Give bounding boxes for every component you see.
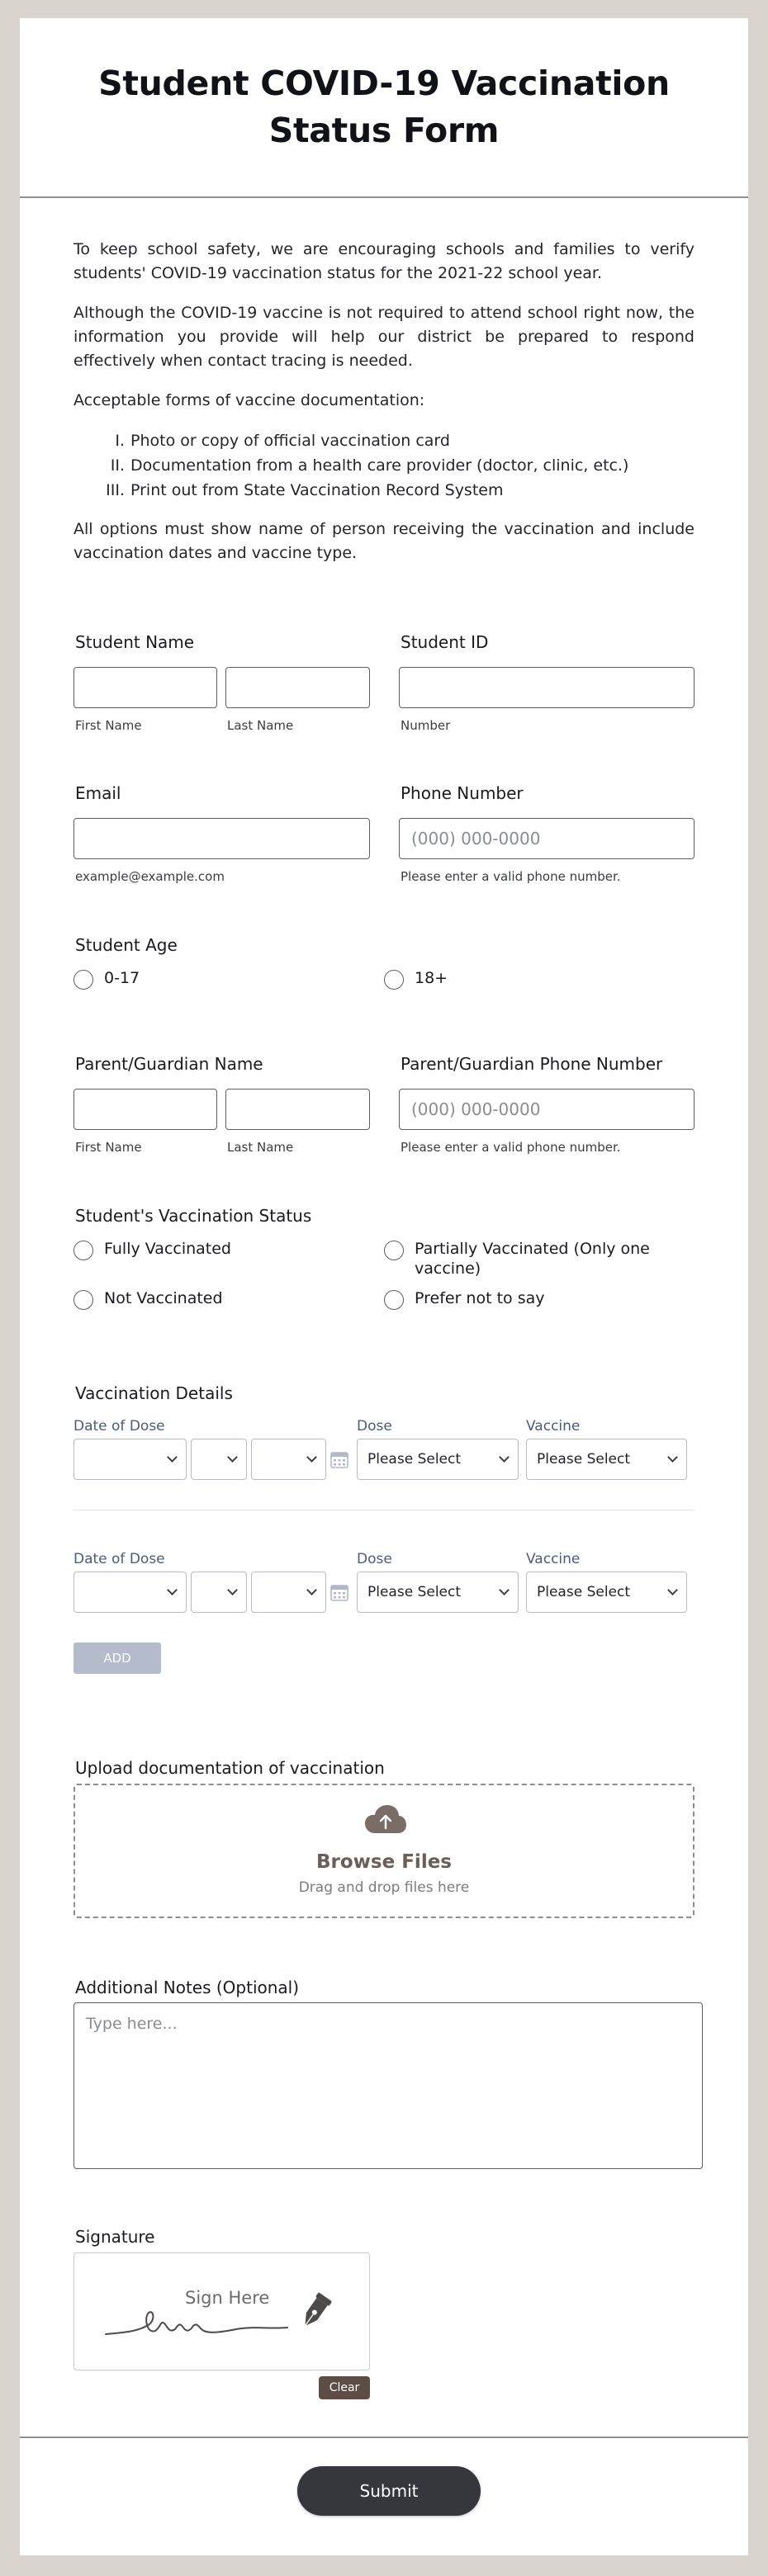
first-name-sublabel: First Name xyxy=(75,718,142,733)
date-month-select[interactable] xyxy=(73,1439,187,1480)
drag-drop-text: Drag and drop files here xyxy=(298,1879,470,1896)
email-sublabel: example@example.com xyxy=(75,869,225,884)
date-of-dose-label: Date of Dose xyxy=(73,1418,165,1435)
radio-button[interactable] xyxy=(384,1241,404,1260)
last-name-sublabel: Last Name xyxy=(227,1140,294,1155)
chevron-down-icon xyxy=(306,1585,317,1595)
chevron-down-icon xyxy=(667,1585,678,1595)
signature-label: Signature xyxy=(75,2227,155,2247)
dose-label: Dose xyxy=(357,1418,392,1435)
intro-paragraph: All options must show name of person receiving the vaccination and include vaccination dates and vaccine type. xyxy=(73,520,695,562)
phone-input[interactable]: (000) 000-0000 xyxy=(399,818,695,859)
phone-label: Phone Number xyxy=(401,783,524,803)
form-header xyxy=(20,18,748,198)
intro-text xyxy=(73,238,695,581)
list-item: II. Documentation from a health care provider (doctor, clinic, etc.) xyxy=(110,456,629,475)
radio-button[interactable] xyxy=(384,1290,404,1310)
status-option-not[interactable]: Not Vaccinated xyxy=(73,1288,223,1310)
calendar-icon[interactable] xyxy=(330,1450,348,1468)
clear-signature-button[interactable]: Clear xyxy=(319,2376,370,2399)
last-name-sublabel: Last Name xyxy=(227,718,294,733)
student-id-label: Student ID xyxy=(401,632,489,652)
guardian-last-name-input[interactable] xyxy=(225,1089,370,1130)
signature-scribble-icon xyxy=(104,2291,344,2342)
documentation-list xyxy=(73,428,695,503)
status-option-partially[interactable]: Partially Vaccinated (Only one vaccine) xyxy=(384,1239,657,1279)
student-name-label: Student Name xyxy=(75,632,195,652)
chevron-down-icon xyxy=(499,1585,510,1595)
student-id-sublabel: Number xyxy=(401,718,451,733)
signature-pad[interactable] xyxy=(73,2252,370,2370)
notes-label: Additional Notes (Optional) xyxy=(75,1978,300,1997)
vaccine-label: Vaccine xyxy=(526,1418,581,1435)
guardian-phone-input[interactable]: (000) 000-0000 xyxy=(399,1089,695,1130)
dose-select[interactable]: Please Select xyxy=(357,1572,519,1613)
chevron-down-icon xyxy=(227,1452,238,1463)
age-option-18-plus[interactable]: 18+ xyxy=(384,968,448,990)
file-upload-dropzone[interactable] xyxy=(73,1784,695,1918)
chevron-down-icon xyxy=(167,1585,178,1595)
first-name-sublabel: First Name xyxy=(75,1140,142,1155)
vaccine-select[interactable]: Please Select xyxy=(526,1439,687,1480)
guardian-name-label: Parent/Guardian Name xyxy=(75,1054,263,1074)
guardian-phone-label: Parent/Guardian Phone Number xyxy=(401,1054,663,1074)
notes-textarea[interactable]: Type here... xyxy=(73,2002,703,2169)
radio-button[interactable] xyxy=(384,970,404,990)
student-age-label: Student Age xyxy=(75,935,178,955)
radio-button[interactable] xyxy=(73,970,93,990)
vaccination-details-label: Vaccination Details xyxy=(75,1383,233,1403)
dose-select[interactable]: Please Select xyxy=(357,1439,519,1480)
date-year-select[interactable] xyxy=(251,1439,326,1480)
student-id-input[interactable] xyxy=(399,667,695,708)
chevron-down-icon xyxy=(499,1452,510,1463)
email-field[interactable] xyxy=(73,818,370,859)
chevron-down-icon xyxy=(167,1452,178,1463)
age-option-0-17[interactable]: 0-17 xyxy=(73,968,140,990)
cloud-upload-icon xyxy=(365,1805,406,1835)
vaccine-label: Vaccine xyxy=(526,1551,581,1567)
sign-here-text: Sign Here xyxy=(185,2288,270,2308)
email-label: Email xyxy=(75,783,121,803)
phone-sublabel: Please enter a valid phone number. xyxy=(401,869,621,884)
vaccination-status-label: Student's Vaccination Status xyxy=(75,1206,312,1226)
vaccine-select[interactable]: Please Select xyxy=(526,1572,687,1613)
radio-button[interactable] xyxy=(73,1241,93,1260)
intro-paragraph: To keep school safety, we are encouraging schools and families to verify students' COVID-19 vaccination status for the 2021-22 school year. xyxy=(73,240,695,282)
upload-label: Upload documentation of vaccination xyxy=(75,1758,385,1778)
status-option-prefer-not[interactable]: Prefer not to say xyxy=(384,1288,545,1310)
status-option-fully[interactable]: Fully Vaccinated xyxy=(73,1239,231,1260)
date-day-select[interactable] xyxy=(191,1572,247,1613)
guardian-phone-sublabel: Please enter a valid phone number. xyxy=(401,1140,621,1155)
list-item: III. Print out from State Vaccination Record System xyxy=(106,481,504,499)
date-month-select[interactable] xyxy=(73,1572,187,1613)
form-card xyxy=(20,18,748,2555)
browse-files-text[interactable]: Browse Files xyxy=(316,1851,452,1873)
student-first-name-input[interactable] xyxy=(73,667,217,708)
student-last-name-input[interactable] xyxy=(225,667,370,708)
chevron-down-icon xyxy=(306,1452,317,1463)
add-button[interactable]: ADD xyxy=(73,1642,161,1674)
date-day-select[interactable] xyxy=(191,1439,247,1480)
guardian-first-name-input[interactable] xyxy=(73,1089,217,1130)
footer-divider xyxy=(20,2437,748,2438)
intro-paragraph: Although the COVID-19 vaccine is not required to attend school right now, the information you provide will help our district be prepared to respond effectively when contact tracing is needed. xyxy=(73,304,695,370)
dose-label: Dose xyxy=(357,1551,392,1567)
form-title: Student COVID-19 Vaccination Status Form xyxy=(98,64,670,150)
chevron-down-icon xyxy=(227,1585,238,1595)
date-of-dose-label: Date of Dose xyxy=(73,1551,165,1567)
radio-button[interactable] xyxy=(73,1290,93,1310)
list-item: I. Photo or copy of official vaccination card xyxy=(115,432,450,450)
chevron-down-icon xyxy=(667,1452,678,1463)
submit-button[interactable]: Submit xyxy=(297,2466,481,2516)
intro-paragraph: Acceptable forms of vaccine documentation: xyxy=(73,391,425,409)
date-year-select[interactable] xyxy=(251,1572,326,1613)
calendar-icon[interactable] xyxy=(330,1583,348,1601)
